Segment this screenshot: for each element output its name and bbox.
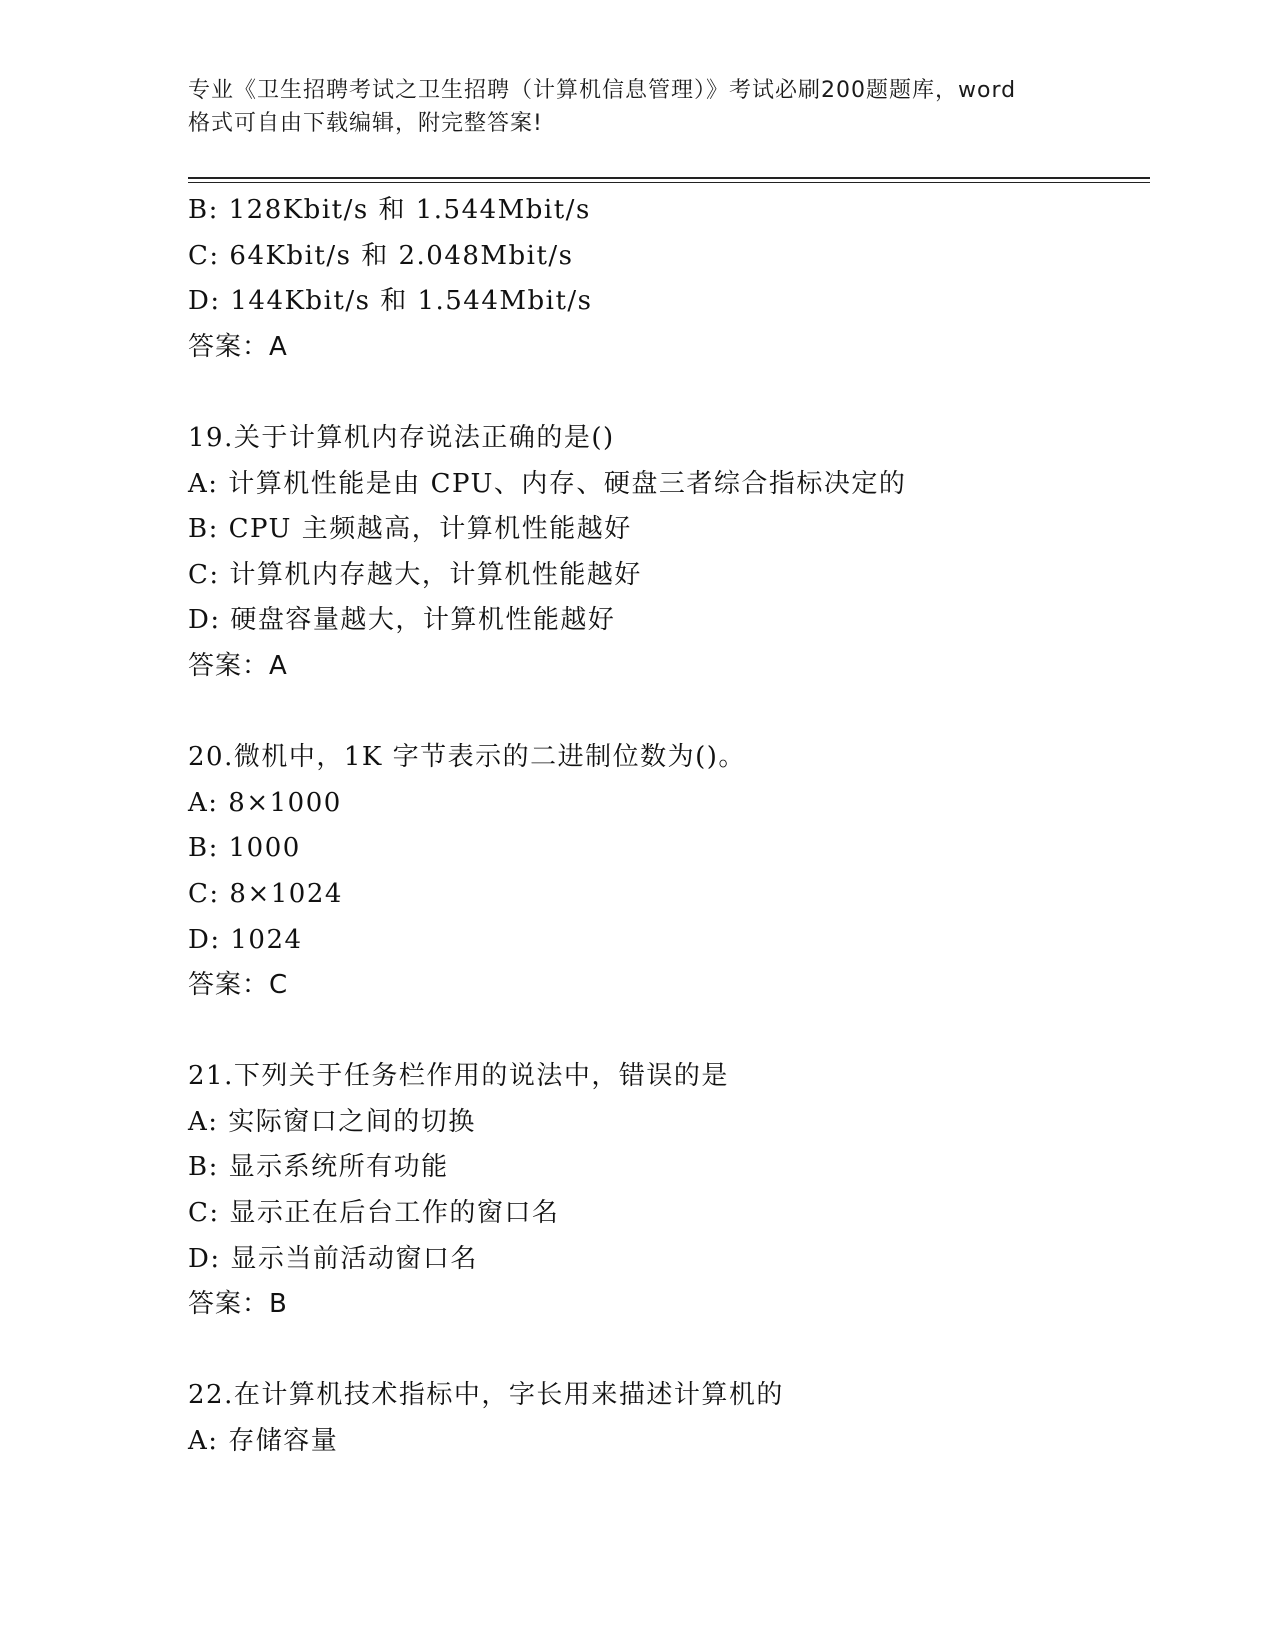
- option-a: A: 存储容量: [188, 1426, 339, 1457]
- answer-line: 答案：A: [188, 331, 288, 362]
- document-header: [188, 74, 1088, 140]
- option-c: C: 显示正在后台工作的窗口名: [188, 1198, 560, 1229]
- option-c: C: 8×1024: [188, 878, 343, 909]
- spacer: [188, 1009, 1148, 1055]
- header-title-line-2: 格式可自由下载编辑，附完整答案!: [188, 111, 543, 136]
- answer-line: 答案：A: [188, 650, 288, 681]
- option-a: A: 8×1000: [188, 787, 342, 818]
- option-a: A: 计算机性能是由 CPU、内存、硬盘三者综合指标决定的: [188, 468, 907, 499]
- answer-line: 答案：B: [188, 1289, 288, 1320]
- header-title-line-1: 专业《卫生招聘考试之卫生招聘（计算机信息管理）》考试必刷200题题库，word: [188, 78, 1017, 103]
- option-c: C: 计算机内存越大，计算机性能越好: [188, 559, 642, 590]
- header-divider-thick: [188, 177, 1150, 179]
- question-21: [188, 1054, 1148, 1328]
- spacer: [188, 1328, 1148, 1374]
- spacer: [188, 690, 1148, 736]
- option-c: C: 64Kbit/s 和 2.048Mbit/s: [188, 240, 574, 271]
- spacer: [188, 370, 1148, 416]
- question-list: [188, 188, 1148, 1465]
- question-22: [188, 1373, 1148, 1464]
- question-19: [188, 416, 1148, 690]
- question-stem: 21.下列关于任务栏作用的说法中，错误的是: [188, 1061, 729, 1092]
- option-d: D: 显示当前活动窗口名: [188, 1243, 478, 1274]
- option-d: D: 1024: [188, 924, 303, 955]
- answer-line: 答案：C: [188, 970, 289, 1001]
- question-18-continued: [188, 188, 1148, 370]
- option-b: B: 显示系统所有功能: [188, 1152, 449, 1183]
- question-stem: 22.在计算机技术指标中，字长用来描述计算机的: [188, 1380, 784, 1411]
- option-a: A: 实际窗口之间的切换: [188, 1106, 476, 1137]
- option-d: D: 硬盘容量越大，计算机性能越好: [188, 605, 616, 636]
- option-b: B: 1000: [188, 833, 301, 864]
- option-d: D: 144Kbit/s 和 1.544Mbit/s: [188, 286, 593, 317]
- question-stem: 19.关于计算机内存说法正确的是(): [188, 422, 615, 453]
- question-20: [188, 735, 1148, 1009]
- option-b: B: 128Kbit/s 和 1.544Mbit/s: [188, 195, 591, 225]
- header-divider-thin: [188, 182, 1150, 183]
- option-b: B: CPU 主频越高，计算机性能越好: [188, 514, 632, 545]
- question-stem: 20.微机中，1K 字节表示的二进制位数为()。: [188, 742, 746, 773]
